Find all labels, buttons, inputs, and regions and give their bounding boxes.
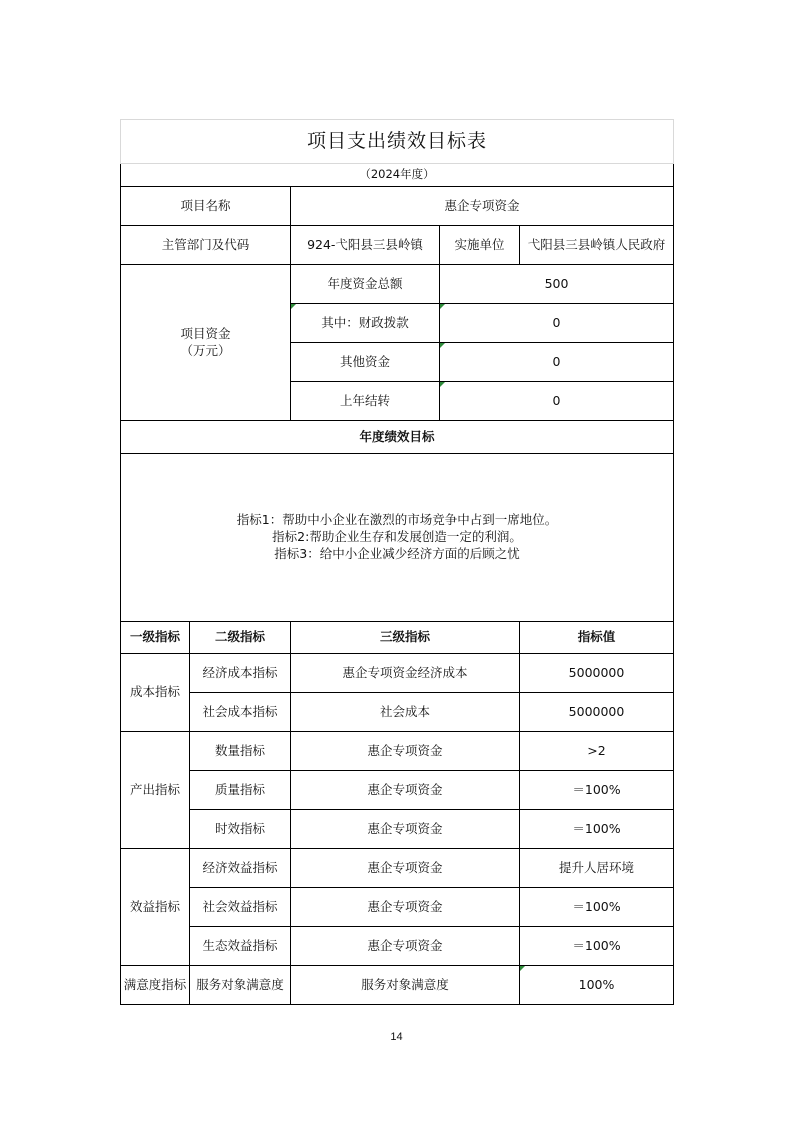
level2-cell: 时效指标 <box>190 810 291 849</box>
level3-cell: 惠企专项资金 <box>291 732 520 771</box>
fund-item-label: 其中：财政拨款 <box>291 304 440 343</box>
target-line: 指标1：帮助中小企业在激烈的市场竞争中占到一席地位。 <box>236 512 558 528</box>
level3-cell: 服务对象满意度 <box>291 966 520 1005</box>
level1-cell: 产出指标 <box>121 732 190 849</box>
dept-label: 主管部门及代码 <box>121 226 291 265</box>
header-level3: 三级指标 <box>291 622 520 654</box>
table-row <box>121 771 674 810</box>
table-row <box>121 693 674 732</box>
level1-cell: 效益指标 <box>121 849 190 966</box>
fund-item-value: 0 <box>440 382 674 421</box>
table-year: （2024年度） <box>121 164 674 187</box>
fund-item-label: 年度资金总额 <box>291 265 440 304</box>
table-row <box>121 654 674 693</box>
page-number: 14 <box>390 1031 403 1043</box>
table-row <box>121 849 674 888</box>
value-cell: >2 <box>520 732 674 771</box>
impl-unit-label: 实施单位 <box>440 226 520 265</box>
level2-cell: 社会成本指标 <box>190 693 291 732</box>
fund-item-value: 0 <box>440 304 674 343</box>
value-cell: ＝100% <box>520 927 674 966</box>
table-row <box>121 732 674 771</box>
value-cell: 5000000 <box>520 654 674 693</box>
impl-unit-value: 弋阳县三县岭镇人民政府 <box>520 226 674 265</box>
funds-label: 项目资金 <box>180 325 231 341</box>
performance-target-table <box>120 119 674 1005</box>
table-row <box>121 888 674 927</box>
level3-cell: 惠企专项资金 <box>291 888 520 927</box>
level3-cell: 惠企专项资金 <box>291 810 520 849</box>
value-cell: ＝100% <box>520 771 674 810</box>
fund-item-value: 0 <box>440 343 674 382</box>
level3-cell: 社会成本 <box>291 693 520 732</box>
level1-cell: 满意度指标 <box>121 966 190 1005</box>
table-row <box>121 927 674 966</box>
level3-cell: 惠企专项资金经济成本 <box>291 654 520 693</box>
project-name-label: 项目名称 <box>121 187 291 226</box>
level2-cell: 生态效益指标 <box>190 927 291 966</box>
level2-cell: 质量指标 <box>190 771 291 810</box>
header-value: 指标值 <box>520 622 674 654</box>
fund-item-label: 上年结转 <box>291 382 440 421</box>
value-cell: 5000000 <box>520 693 674 732</box>
annual-target-content <box>121 454 674 622</box>
level3-cell: 惠企专项资金 <box>291 849 520 888</box>
target-line: 指标2:帮助企业生存和发展创造一定的利润。 <box>272 529 522 545</box>
table-row <box>121 810 674 849</box>
level2-cell: 经济成本指标 <box>190 654 291 693</box>
project-name-value: 惠企专项资金 <box>291 187 674 226</box>
value-cell: ＝100% <box>520 810 674 849</box>
table-row <box>121 966 674 1005</box>
value-cell: ＝100% <box>520 888 674 927</box>
funds-unit: （万元） <box>180 342 231 358</box>
annual-target-header: 年度绩效目标 <box>121 421 674 454</box>
value-cell: 提升人居环境 <box>520 849 674 888</box>
level2-cell: 服务对象满意度 <box>190 966 291 1005</box>
table-title: 项目支出绩效目标表 <box>121 120 674 164</box>
funds-label-cell <box>121 265 291 421</box>
target-line: 指标3：给中小企业减少经济方面的后顾之忧 <box>274 545 520 561</box>
level2-cell: 社会效益指标 <box>190 888 291 927</box>
header-level1: 一级指标 <box>121 622 190 654</box>
fund-item-value: 500 <box>440 265 674 304</box>
level2-cell: 数量指标 <box>190 732 291 771</box>
dept-value: 924-弋阳县三县岭镇 <box>291 226 440 265</box>
level1-cell: 成本指标 <box>121 654 190 732</box>
value-cell: 100% <box>520 966 674 1005</box>
level3-cell: 惠企专项资金 <box>291 927 520 966</box>
level3-cell: 惠企专项资金 <box>291 771 520 810</box>
level2-cell: 经济效益指标 <box>190 849 291 888</box>
fund-item-label: 其他资金 <box>291 343 440 382</box>
header-level2: 二级指标 <box>190 622 291 654</box>
